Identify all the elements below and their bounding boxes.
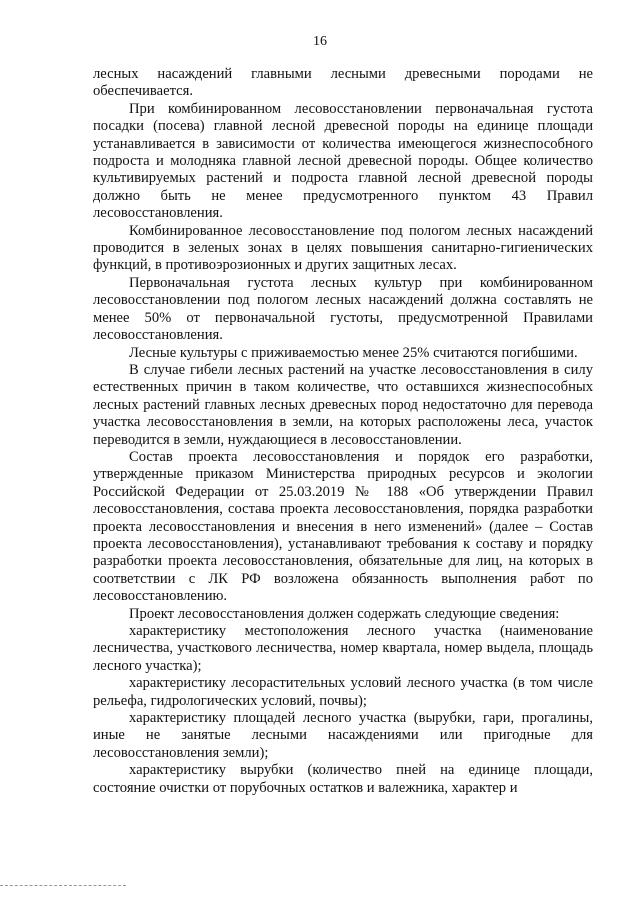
document-body [93, 66, 593, 797]
paragraph: Первоначальная густота лесных культур при комбинированном лесовосстановлении под пологом лесных насаждений должна составлять не менее 50% от первоначальной густоты, предусмотренной Правилами лесовосстановления. [93, 274, 593, 344]
paragraph: В случае гибели лесных растений на участке лесовосстановления в силу естественных причин в таком количестве, что оставшихся жизнеспособных лесных растений главных лесных древесных пород недостаточно для перевода участка лесовосстановления в земли, на которых расположены леса, участок переводится в земли, нуждающиеся в лесовосстановлении. [93, 361, 593, 448]
paragraph: лесных насаждений главными лесными древесными породами не обеспечивается. [93, 66, 593, 100]
paragraph: Проект лесовосстановления должен содержать следующие сведения: [129, 605, 560, 622]
list-item: характеристику местоположения лесного участка (наименование лесничества, участкового лесничества, номер квартала, номер выдела, площадь лесного участка); [93, 623, 593, 674]
list-item: характеристику лесорастительных условий лесного участка (в том числе рельефа, гидрологических условий, почвы); [93, 675, 593, 709]
page-number: 16 [313, 34, 327, 49]
paragraph: Состав проекта лесовосстановления и порядок его разработки, утвержденные приказом Министерства природных ресурсов и экологии Российской Федерации от 25.03.2019 № 188 «Об утверждении Правил лесовосстановления, состава проекта лесовосстановления, порядка разработки проекта лесовосстановления и внесения в него изменений» (далее – Состав проекта лесовосстановления), устанавливают требования к составу и порядку разработки проекта лесовосстановления, обязательные для лиц, на которых в соответствии с ЛК РФ возложена обязанность выполнения работ по лесовосстановлению. [93, 448, 593, 605]
paragraph: При комбинированном лесовосстановлении первоначальная густота посадки (посева) главной лесной древесной породы на единице площади устанавливается в зависимости от количества имеющегося жизнеспособного подроста и молодняка главной лесной древесной породы. Общее количество культивируемых растений и подроста главной лесной древесной породы должно быть не менее предусмотренного пунктом 43 Правил лесовосстановления. [93, 100, 593, 222]
paragraph: Комбинированное лесовосстановление под пологом лесных насаждений проводится в зеленых зонах в целях повышения санитарно-гигиенических функций, в противоэрозионных и других защитных лесах. [93, 222, 593, 274]
list-item: характеристику вырубки (количество пней на единице площади, состояние очистки от порубочных остатков и валежника, характер и [93, 762, 593, 796]
scan-edge-mark [0, 885, 126, 887]
list-item: характеристику площадей лесного участка (вырубки, гари, прогалины, иные не занятые лесными насаждениями или пригодные для лесовосстановления земли); [93, 710, 593, 761]
paragraph: Лесные культуры с приживаемостью менее 25% считаются погибшими. [129, 344, 578, 361]
